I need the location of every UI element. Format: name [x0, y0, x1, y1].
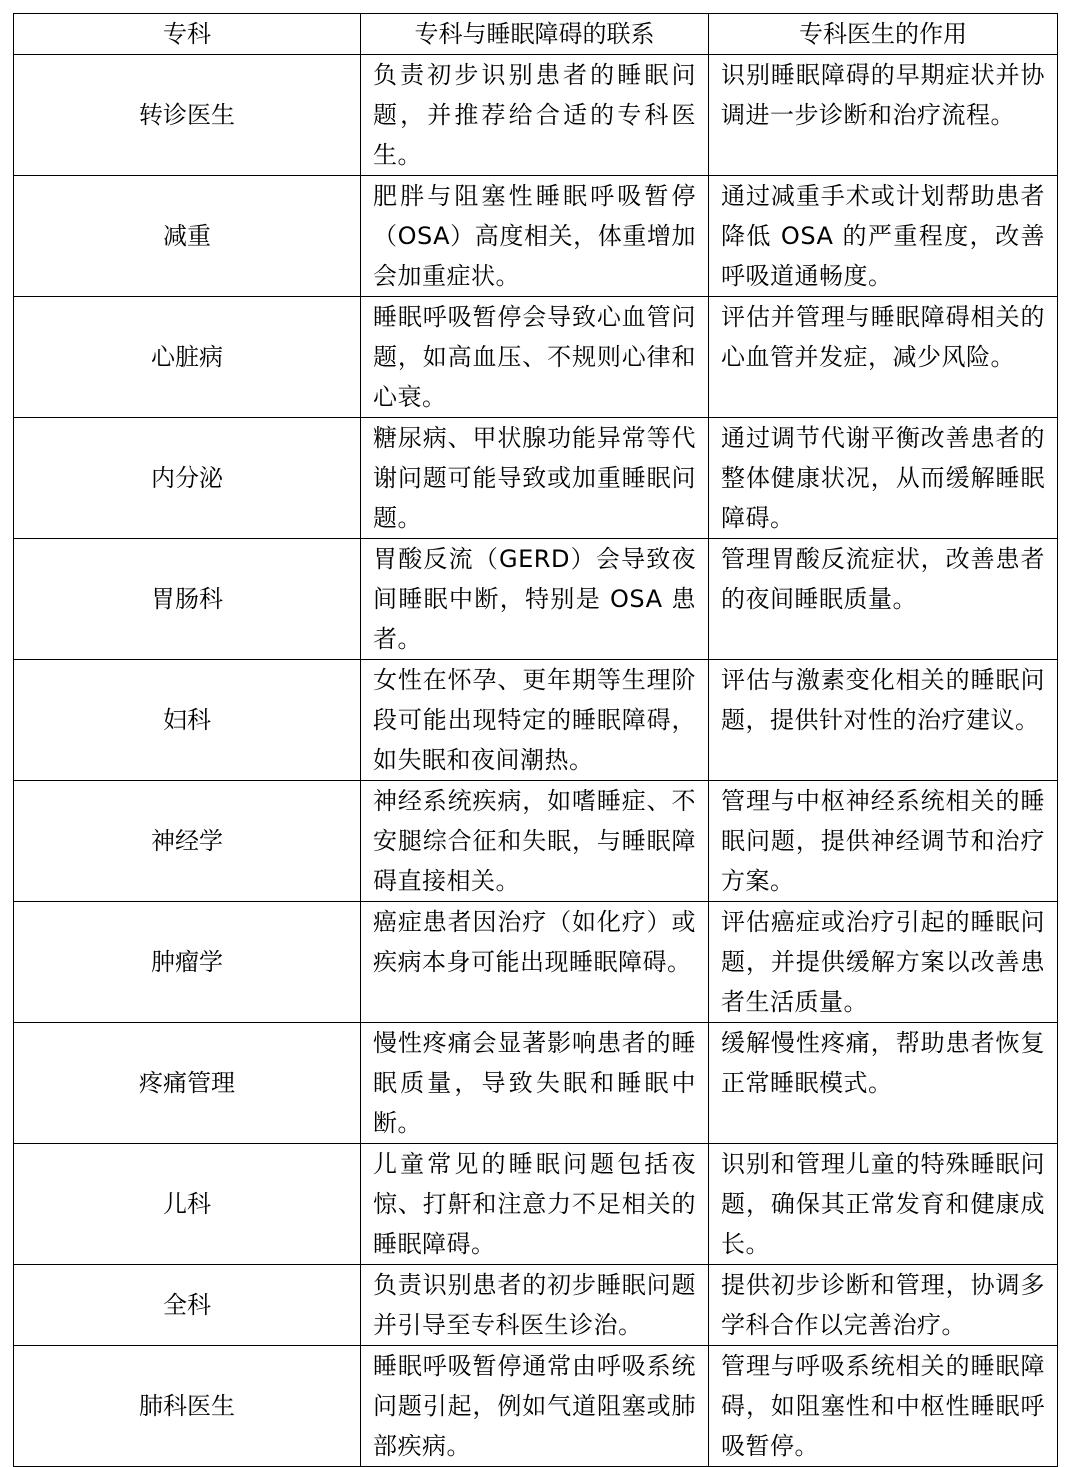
connection-cell: 神经系统疾病，如嗜睡症、不安腿综合征和失眠，与睡眠障碍直接相关。: [361, 781, 709, 902]
specialty-cell: 肺科医生: [14, 1346, 361, 1467]
table-row: [14, 660, 1058, 781]
connection-cell: 癌症患者因治疗（如化疗）或疾病本身可能出现睡眠障碍。: [361, 902, 709, 1023]
specialty-cell: 胃肠科: [14, 539, 361, 660]
header-connection: 专科与睡眠障碍的联系: [361, 14, 709, 55]
connection-cell: 负责识别患者的初步睡眠问题并引导至专科医生诊治。: [361, 1265, 709, 1346]
table-row: [14, 1023, 1058, 1144]
specialty-cell: 全科: [14, 1265, 361, 1346]
connection-cell: 肥胖与阻塞性睡眠呼吸暂停（OSA）高度相关，体重增加会加重症状。: [361, 176, 709, 297]
specialty-cell: 转诊医生: [14, 55, 361, 176]
specialty-cell: 减重: [14, 176, 361, 297]
header-role: 专科医生的作用: [709, 14, 1058, 55]
table-row: [14, 902, 1058, 1023]
table-row: [14, 1144, 1058, 1265]
table-row: [14, 1346, 1058, 1467]
connection-cell: 胃酸反流（GERD）会导致夜间睡眠中断，特别是 OSA 患者。: [361, 539, 709, 660]
specialty-cell: 肿瘤学: [14, 902, 361, 1023]
connection-cell: 慢性疼痛会显著影响患者的睡眠质量，导致失眠和睡眠中断。: [361, 1023, 709, 1144]
role-cell: 识别和管理儿童的特殊睡眠问题，确保其正常发育和健康成长。: [709, 1144, 1058, 1265]
header-specialty: 专科: [14, 14, 361, 55]
connection-cell: 睡眠呼吸暂停会导致心血管问题，如高血压、不规则心律和心衰。: [361, 297, 709, 418]
header-row: [14, 14, 1058, 55]
role-cell: 缓解慢性疼痛，帮助患者恢复正常睡眠模式。: [709, 1023, 1058, 1144]
specialty-cell: 疼痛管理: [14, 1023, 361, 1144]
role-cell: 评估与激素变化相关的睡眠问题，提供针对性的治疗建议。: [709, 660, 1058, 781]
table-row: [14, 418, 1058, 539]
role-cell: 管理与中枢神经系统相关的睡眠问题，提供神经调节和治疗方案。: [709, 781, 1058, 902]
table-header: [14, 14, 1058, 55]
connection-cell: 睡眠呼吸暂停通常由呼吸系统问题引起，例如气道阻塞或肺部疾病。: [361, 1346, 709, 1467]
specialty-table: [13, 13, 1058, 1467]
role-cell: 通过调节代谢平衡改善患者的整体健康状况，从而缓解睡眠障碍。: [709, 418, 1058, 539]
specialty-cell: 内分泌: [14, 418, 361, 539]
connection-cell: 负责初步识别患者的睡眠问题，并推荐给合适的专科医生。: [361, 55, 709, 176]
specialty-cell: 妇科: [14, 660, 361, 781]
role-cell: 提供初步诊断和管理，协调多学科合作以完善治疗。: [709, 1265, 1058, 1346]
table-body: [14, 55, 1058, 1467]
table-row: [14, 1265, 1058, 1346]
role-cell: 管理胃酸反流症状，改善患者的夜间睡眠质量。: [709, 539, 1058, 660]
table-row: [14, 781, 1058, 902]
connection-cell: 女性在怀孕、更年期等生理阶段可能出现特定的睡眠障碍，如失眠和夜间潮热。: [361, 660, 709, 781]
role-cell: 管理与呼吸系统相关的睡眠障碍，如阻塞性和中枢性睡眠呼吸暂停。: [709, 1346, 1058, 1467]
connection-cell: 糖尿病、甲状腺功能异常等代谢问题可能导致或加重睡眠问题。: [361, 418, 709, 539]
specialty-cell: 心脏病: [14, 297, 361, 418]
table-row: [14, 539, 1058, 660]
table-row: [14, 55, 1058, 176]
specialty-cell: 儿科: [14, 1144, 361, 1265]
table-row: [14, 297, 1058, 418]
role-cell: 评估癌症或治疗引起的睡眠问题，并提供缓解方案以改善患者生活质量。: [709, 902, 1058, 1023]
role-cell: 通过减重手术或计划帮助患者降低 OSA 的严重程度，改善呼吸道通畅度。: [709, 176, 1058, 297]
role-cell: 评估并管理与睡眠障碍相关的心血管并发症，减少风险。: [709, 297, 1058, 418]
table-row: [14, 176, 1058, 297]
role-cell: 识别睡眠障碍的早期症状并协调进一步诊断和治疗流程。: [709, 55, 1058, 176]
specialty-cell: 神经学: [14, 781, 361, 902]
connection-cell: 儿童常见的睡眠问题包括夜惊、打鼾和注意力不足相关的睡眠障碍。: [361, 1144, 709, 1265]
